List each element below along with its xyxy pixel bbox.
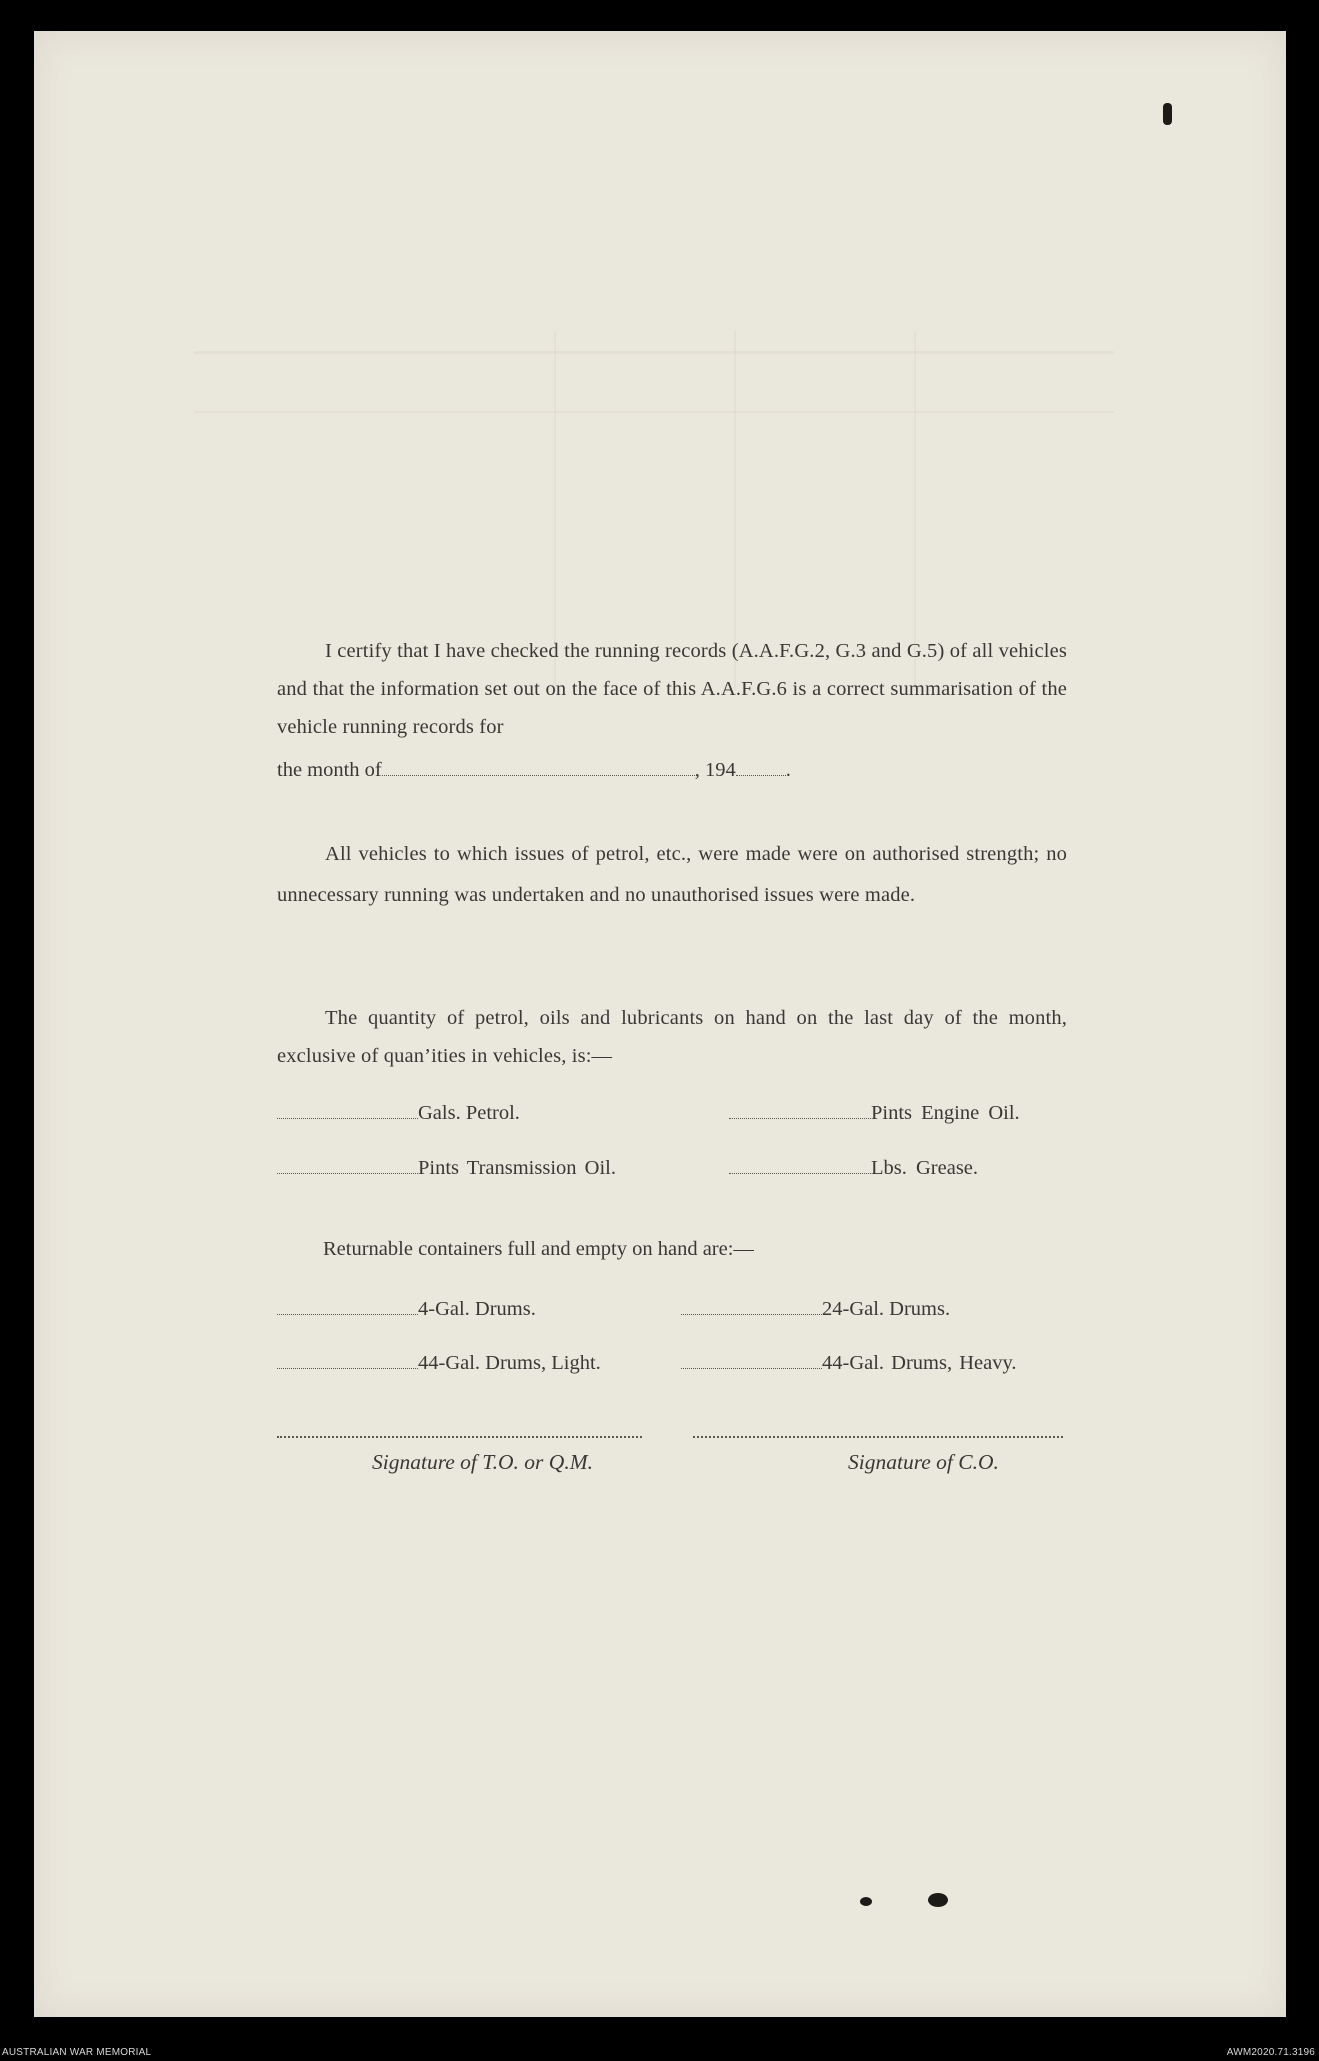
transmission-oil-entry xyxy=(277,1155,616,1180)
month-blank xyxy=(382,757,695,776)
signature-line-co xyxy=(693,1436,1063,1438)
grease-label: Lbs. Grease. xyxy=(871,1157,979,1179)
drums-4-blank xyxy=(277,1296,418,1315)
year-period: . xyxy=(785,759,791,781)
year-label: , 194 xyxy=(694,759,736,781)
petrol-blank xyxy=(277,1100,418,1119)
containers-text: Returnable containers full and empty on hand are:— xyxy=(323,1238,754,1260)
drums-24-entry xyxy=(681,1296,950,1321)
ink-blot xyxy=(928,1893,948,1907)
show-through-band xyxy=(194,411,1114,413)
month-line xyxy=(277,757,791,782)
authorisation-paragraph xyxy=(277,834,1067,916)
drums-44-heavy-label: 44-Gal. Drums, Heavy. xyxy=(822,1352,1017,1374)
footer-accession-number: AWM2020.71.3196 xyxy=(1226,2047,1315,2058)
petrol-label: Gals. Petrol. xyxy=(418,1102,520,1124)
drums-4-entry xyxy=(277,1296,536,1321)
year-blank xyxy=(736,757,786,776)
engine-oil-entry xyxy=(729,1100,1020,1125)
certification-text: I certify that I have checked the running records (A.A.F.G.2, G.3 and G.5) of all vehicles and that the information set out on the face of this A.A.F.G.6 is a correct summarisation of the vehicle running records for xyxy=(277,640,1067,738)
drums-24-label: 24-Gal. Drums. xyxy=(822,1298,951,1320)
drums-44-heavy-entry xyxy=(681,1350,1017,1375)
quantities-text: The quantity of petrol, oils and lubricants on hand on the last day of the month, exclusive of quan’ities in vehicles, is:— xyxy=(277,1007,1067,1067)
drums-44-heavy-blank xyxy=(681,1350,822,1369)
ink-blot xyxy=(860,1897,872,1906)
containers-intro xyxy=(323,1238,754,1261)
transmission-oil-label: Pints Transmission Oil. xyxy=(418,1157,616,1179)
authorisation-text: All vehicles to which issues of petrol, etc., were made were on authorised strength; no unnecessary running was undertaken and no unauthorised issues were made. xyxy=(277,843,1067,906)
engine-oil-label: Pints Engine Oil. xyxy=(871,1102,1020,1124)
drums-44-light-blank xyxy=(277,1350,418,1369)
grease-blank xyxy=(729,1155,871,1174)
ink-mark xyxy=(1163,103,1172,125)
month-label: the month of xyxy=(277,759,382,781)
signature-label-to-qm: Signature of T.O. or Q.M. xyxy=(372,1450,593,1474)
footer-credit: AUSTRALIAN WAR MEMORIAL xyxy=(2,2047,152,2058)
petrol-entry xyxy=(277,1100,520,1125)
drums-4-label: 4-Gal. Drums. xyxy=(418,1298,536,1320)
drums-24-blank xyxy=(681,1296,822,1315)
drums-44-light-label: 44-Gal. Drums, Light. xyxy=(418,1352,601,1374)
engine-oil-blank xyxy=(729,1100,871,1119)
certification-paragraph xyxy=(277,632,1067,746)
drums-44-light-entry xyxy=(277,1350,601,1375)
quantities-paragraph xyxy=(277,999,1067,1075)
show-through-band xyxy=(194,351,1114,354)
signature-label-co: Signature of C.O. xyxy=(848,1450,999,1474)
grease-entry xyxy=(729,1155,978,1180)
signature-line-to-qm xyxy=(277,1436,642,1438)
transmission-oil-blank xyxy=(277,1155,418,1174)
